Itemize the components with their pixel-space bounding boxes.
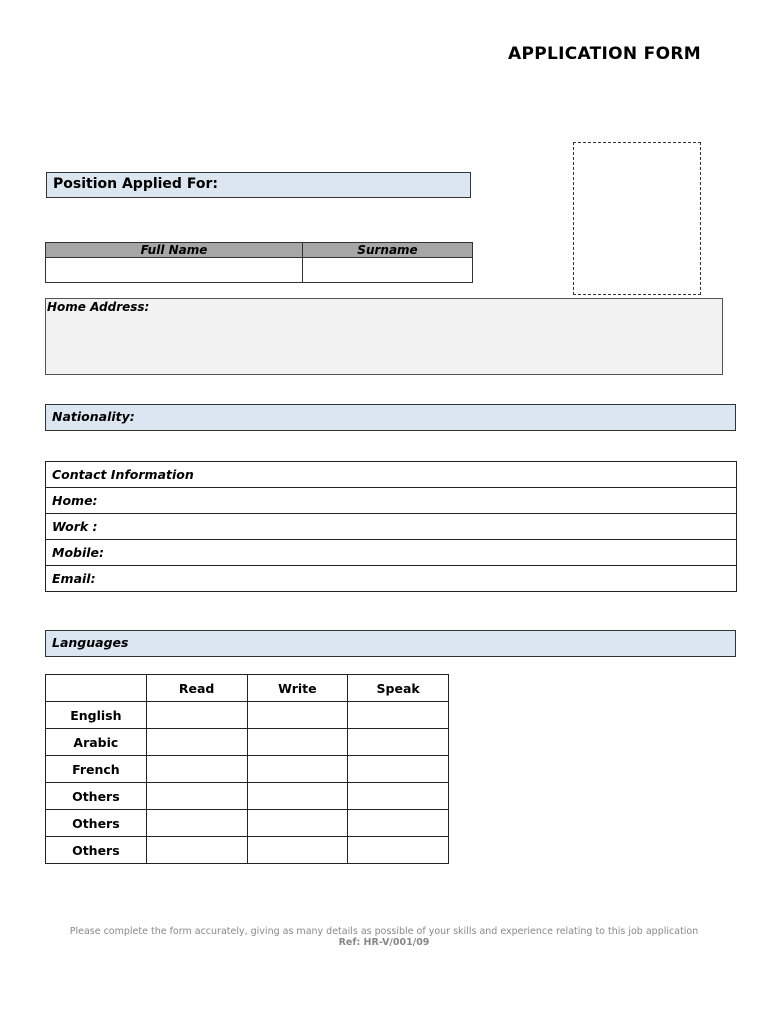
photo-placeholder[interactable] (573, 142, 701, 295)
lang-read-cell[interactable] (146, 702, 247, 729)
contact-mobile-field[interactable]: Mobile: (46, 540, 737, 566)
surname-header: Surname (303, 243, 473, 258)
position-applied-label: Position Applied For: (53, 176, 218, 192)
lang-speak-cell[interactable] (348, 810, 449, 837)
lang-row-label: French (46, 756, 147, 783)
lang-row-label: Arabic (46, 729, 147, 756)
languages-label: Languages (52, 635, 129, 650)
lang-write-cell[interactable] (247, 729, 348, 756)
footer-note: Please complete the form accurately, giving as many details as possible of your skills and experience relating to this job application (69, 926, 699, 937)
lang-write-cell[interactable] (247, 837, 348, 864)
contact-home-field[interactable]: Home: (46, 488, 737, 514)
lang-speak-cell[interactable] (348, 756, 449, 783)
lang-header-speak: Speak (348, 675, 449, 702)
form-title: APPLICATION FORM (508, 44, 701, 64)
lang-read-cell[interactable] (146, 756, 247, 783)
lang-read-cell[interactable] (146, 837, 247, 864)
lang-speak-cell[interactable] (348, 837, 449, 864)
lang-write-cell[interactable] (247, 810, 348, 837)
contact-table (45, 461, 737, 592)
lang-row-label: Others (46, 810, 147, 837)
languages-table (45, 674, 449, 864)
contact-work-field[interactable]: Work : (46, 514, 737, 540)
nationality-label: Nationality: (52, 409, 135, 424)
lang-write-cell[interactable] (247, 756, 348, 783)
languages-section-header (45, 630, 736, 657)
full-name-input[interactable] (46, 258, 303, 283)
surname-input[interactable] (303, 258, 473, 283)
lang-row-label: English (46, 702, 147, 729)
lang-header-read: Read (146, 675, 247, 702)
lang-header-write: Write (247, 675, 348, 702)
lang-read-cell[interactable] (146, 810, 247, 837)
footer-ref: Ref: HR-V/001/09 (338, 937, 430, 948)
full-name-header: Full Name (46, 243, 303, 258)
lang-read-cell[interactable] (146, 783, 247, 810)
lang-speak-cell[interactable] (348, 729, 449, 756)
lang-write-cell[interactable] (247, 783, 348, 810)
lang-speak-cell[interactable] (348, 783, 449, 810)
home-address-field[interactable] (45, 298, 723, 375)
lang-row-label: Others (46, 837, 147, 864)
lang-speak-cell[interactable] (348, 702, 449, 729)
position-applied-field[interactable] (46, 172, 471, 198)
lang-header-blank (46, 675, 147, 702)
lang-write-cell[interactable] (247, 702, 348, 729)
nationality-field[interactable] (45, 404, 736, 431)
contact-info-heading: Contact Information (46, 462, 737, 488)
lang-read-cell[interactable] (146, 729, 247, 756)
name-table (45, 242, 473, 283)
contact-email-field[interactable]: Email: (46, 566, 737, 592)
lang-row-label: Others (46, 783, 147, 810)
home-address-label: Home Address: (47, 300, 150, 314)
